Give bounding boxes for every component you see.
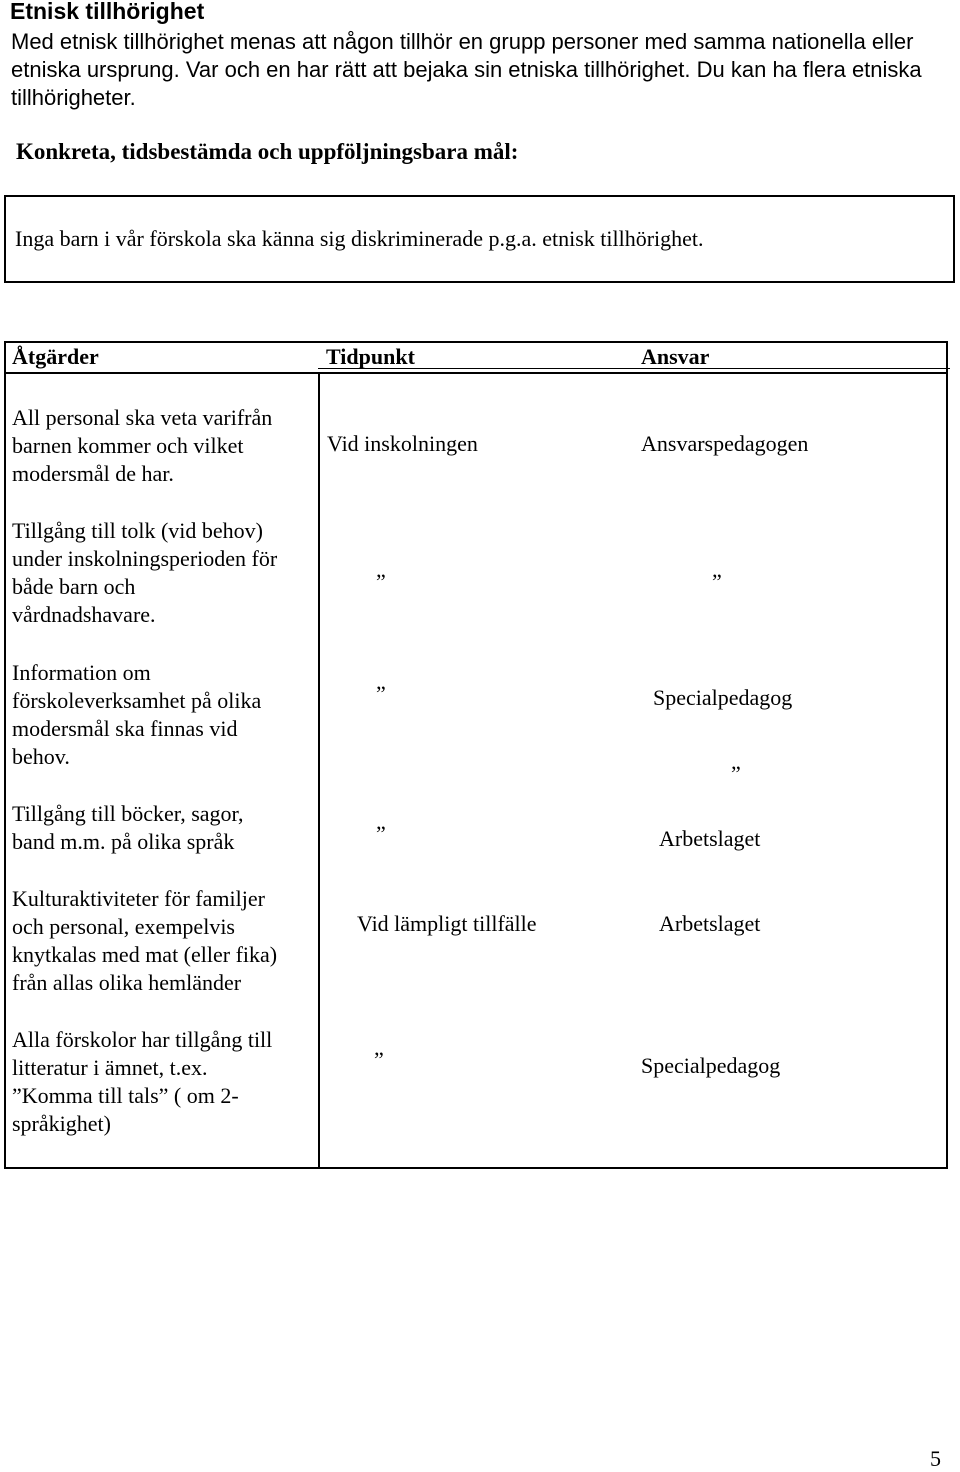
row-time: ” (376, 681, 386, 706)
row-responsible: Arbetslaget (659, 911, 761, 936)
row-responsible: Specialpedagog (653, 685, 793, 710)
intro-line: Med etnisk tillhörighet menas att någon tillhör en grupp personer med samma nationella eller (11, 29, 914, 54)
row-time: ” (376, 821, 386, 846)
header-actions: Åtgärder (12, 344, 99, 369)
goals-heading: Konkreta, tidsbestämda och uppföljningsbara mål: (16, 139, 519, 164)
header-responsible: Ansvar (641, 344, 710, 369)
row-action: All personal ska veta varifrån barnen kommer och vilket modersmål de har. (12, 405, 273, 486)
row-responsible: ” (712, 569, 722, 594)
row-action: Tillgång till böcker, sagor, band m.m. på olika språk (12, 801, 244, 854)
row-action: Kulturaktiviteter för familjer och personal, exempelvis knytkalas med mat (eller fika) från allas olika hemländer (12, 886, 278, 995)
row-action: Information om förskoleverksamhet på olika modersmål ska finnas vid behov. (12, 660, 262, 769)
intro-line: etniska ursprung. Var och en har rätt att bejaka sin etniska tillhörighet. Du kan ha flera etniska (11, 57, 922, 82)
header-divider (4, 372, 948, 374)
intro-line: tillhörigheter. (11, 85, 136, 110)
section-heading: Etnisk tillhörighet (10, 0, 205, 24)
intro-paragraph (11, 28, 946, 112)
column-divider (318, 372, 320, 1169)
row-action: Alla förskolor har tillgång till litteratur i ämnet, t.ex. ”Komma till tals” ( om 2- språkighet) (12, 1027, 273, 1136)
row-time: ” (374, 1047, 384, 1072)
row-time: Vid inskolningen (327, 431, 478, 456)
header-time: Tidpunkt (326, 344, 415, 369)
row-time: Vid lämpligt tillfälle (357, 911, 537, 936)
row-responsible: Arbetslaget (659, 826, 761, 851)
row-action: Tillgång till tolk (vid behov) under inskolningsperioden för både barn och vårdnadshavare. (12, 518, 278, 627)
page-number: 5 (930, 1446, 941, 1471)
goal-text: Inga barn i vår förskola ska känna sig diskriminerade p.g.a. etnisk tillhörighet. (15, 226, 704, 251)
row-responsible-ditto: ” (731, 761, 741, 786)
row-time: ” (376, 569, 386, 594)
row-responsible: Specialpedagog (641, 1053, 781, 1078)
row-responsible: Ansvarspedagogen (641, 431, 809, 456)
